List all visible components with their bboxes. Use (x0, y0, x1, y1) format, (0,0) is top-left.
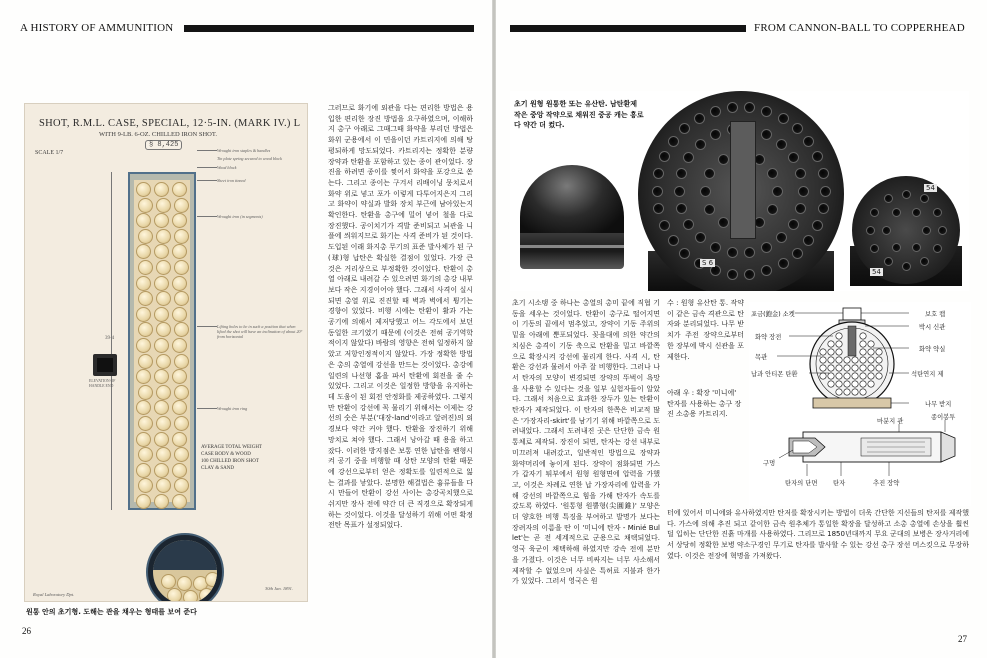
shrapnel-hole (710, 265, 721, 276)
shot-ball (156, 447, 171, 462)
shrapnel-hole (676, 203, 687, 214)
note-wood-block: Wood block (217, 165, 237, 170)
shot-ball (174, 385, 189, 400)
shrapnel-hole (727, 269, 738, 280)
shrapnel-hole (744, 269, 755, 280)
body-text-right-col3: 터에 있어서 미니에와 유사하였지만 탄저를 확장시키는 방법이 더욱 간단한 지신들의 탄저를 제작했다. 가스에 의해 추진 되고 같이한 금속 원추체가 통일한 확장을 달성하고 소총 총열에 손상을 훨씬 덜 입히는 단단한 진흙 마개를 사용하였다. 그리므로 1850년대까지 무요 군대의 보병은 장사거리에서 상당히 정확한 보병 약소구경인 무기로 탄자를 발사할 수 있는 강선 총구 장선 머스킷으로 무장하였다. 이것은 전장에 혁명을 가져왔다. (667, 509, 969, 560)
shot-ball (136, 244, 151, 259)
shot-ball (174, 416, 189, 431)
shrapnel-hole (818, 203, 829, 214)
shrapnel-hole (812, 220, 823, 231)
shrapnel-hole (788, 219, 799, 230)
diagram-ball (860, 333, 866, 339)
diagram-ball (852, 365, 858, 371)
shrapnel-hole (803, 235, 814, 246)
shot-ball (136, 369, 151, 384)
running-head-left: A HISTORY OF AMMUNITION (20, 22, 174, 34)
diagram-ball (860, 365, 866, 371)
shot-ball (154, 182, 169, 197)
shot-ball (183, 590, 198, 602)
diagram-ball (836, 389, 842, 395)
shot-ball (174, 291, 189, 306)
shrapnel-hole (718, 154, 729, 165)
diagram-ball (836, 341, 842, 347)
shot-ball (156, 385, 171, 400)
shrapnel-hole (795, 168, 806, 179)
shrapnel-hole (727, 247, 738, 258)
shrapnel-hole (710, 106, 721, 117)
shot-ball (174, 229, 189, 244)
shot-ball (156, 229, 171, 244)
shot-ball (136, 213, 151, 228)
cross-section-shot (153, 540, 217, 602)
shot-ball (172, 463, 187, 478)
diagram-ball (868, 373, 874, 379)
shot-ball (138, 291, 153, 306)
diagram-ball (868, 357, 874, 363)
diagram-ball (852, 373, 858, 379)
shot-ball (172, 369, 187, 384)
shot-ball (154, 244, 169, 259)
label-paper-envelope: 종이봉투 (931, 414, 956, 421)
shot-ball (154, 400, 169, 415)
shrapnel-hole (744, 102, 755, 113)
plate-caption: 원통 안의 초기형. 도해는 관을 채우는 형태를 보여 준다 (26, 608, 197, 616)
shot-ball (172, 338, 187, 353)
leader-line (197, 216, 217, 217)
shrapnel-hole (870, 244, 879, 253)
diagram-ball (860, 349, 866, 355)
shrapnel-hole (710, 129, 721, 140)
shrapnel-shell-small (850, 176, 962, 286)
shot-ball (136, 338, 151, 353)
plate-signature: Royal Laboratory Dpt. (33, 592, 75, 597)
shrapnel-hole (912, 243, 921, 252)
label-fuse: 박시 신관 (919, 324, 946, 331)
shrapnel-hole (776, 232, 787, 243)
handle-end-elevation (93, 354, 117, 376)
diagram-ball (836, 357, 842, 363)
shot-ball (172, 182, 187, 197)
shot-ball (161, 574, 176, 589)
diagram-ball (820, 373, 826, 379)
shot-ball (156, 416, 171, 431)
round-shell (520, 165, 624, 275)
shrapnel-hole (695, 232, 706, 243)
diagram-ball (836, 365, 842, 371)
shrapnel-hole (676, 168, 687, 179)
shrapnel-hole (674, 186, 685, 197)
shrapnel-hole (820, 186, 831, 197)
weights-table (201, 444, 262, 472)
shrapnel-hole (772, 186, 783, 197)
body-text-right-col2: 수 : 원형 유산탄 통. 작약이 같은 금속 격관으로 탄자와 분리되었다. 나무 받치가 주전 장약으로부터 한 장부에 박시 신관을 포제한다. (667, 299, 744, 361)
note-spring: Tin plate spring secured to wood block (217, 156, 282, 161)
plate-scale: SCALE 1/7 (35, 150, 64, 156)
diagram-ball (828, 373, 834, 379)
leader-line (197, 167, 217, 168)
diagram-ball (820, 357, 826, 363)
shot-ball (154, 494, 169, 509)
shrapnel-hole (933, 208, 942, 217)
shot-ball (174, 447, 189, 462)
shot-ball (156, 198, 171, 213)
shot-ball (136, 400, 151, 415)
shrapnel-hole (652, 186, 663, 197)
shrapnel-hole (892, 208, 901, 217)
shot-ball (136, 182, 151, 197)
note-ring: Wrought iron ring (217, 406, 248, 411)
shot-ball (154, 307, 169, 322)
label-chamber: 화약 약실 (919, 346, 946, 353)
dimension-line (111, 172, 112, 510)
shot-ball (136, 463, 151, 478)
label-lead-balls: 납과 안티몬 탄환 (751, 371, 798, 378)
running-head-rule (184, 25, 474, 32)
shrapnel-hole (778, 113, 789, 124)
diagram-ball (860, 381, 866, 387)
diagram-ball (868, 349, 874, 355)
shrapnel-hole (744, 247, 755, 258)
diagram-ball (836, 349, 842, 355)
shot-ball (199, 588, 214, 602)
shot-ball (138, 229, 153, 244)
shrapnel-hole (704, 204, 715, 215)
shrapnel-hole (761, 106, 772, 117)
shrapnel-hole (938, 226, 947, 235)
diagram-ball (836, 381, 842, 387)
shrapnel-hole (818, 168, 829, 179)
shrapnel-hole (866, 226, 875, 235)
shot-ball (136, 276, 151, 291)
diagram-ball (844, 357, 850, 363)
cross-section (146, 533, 224, 602)
diagram-ball (828, 381, 834, 387)
shot-ball (156, 291, 171, 306)
shot-ball (138, 260, 153, 275)
label-bullet: 탄자 (833, 480, 846, 487)
shrapnel-hole (795, 203, 806, 214)
diagram-ball (860, 341, 866, 347)
shrapnel-hole (727, 102, 738, 113)
shot-ball (156, 322, 171, 337)
shot-ball (138, 447, 153, 462)
case-liner (134, 180, 190, 502)
plate-subtitle: WITH 9-LB. 6-OZ. CHILLED IRON SHOT. (99, 131, 217, 138)
diagram-ball (852, 357, 858, 363)
diagram-ball (828, 365, 834, 371)
diagram-ball (844, 373, 850, 379)
shrapnel-hole (922, 226, 931, 235)
page-number-left: 26 (22, 626, 31, 636)
photo-tag: 54 (926, 184, 935, 192)
page-number-right: 27 (958, 634, 967, 644)
shot-ball (174, 354, 189, 369)
shrapnel-hole (920, 194, 929, 203)
shrapnel-hole (683, 219, 694, 230)
label-wood-tube: 목관 (755, 354, 768, 361)
shot-ball (205, 572, 217, 587)
shrapnel-hole (695, 139, 706, 150)
shot-ball (154, 276, 169, 291)
photo-caption: 초기 원형 원통한 또는 유산탄. 남탄환제 작은 중앙 작약으로 채워진 중공 캐는 흥로다 약간 더 컸다. (514, 99, 646, 131)
shrapnel-hole (653, 203, 664, 214)
diagram-ball (820, 349, 826, 355)
shrapnel-hole (884, 257, 893, 266)
shrapnel-hole (761, 265, 772, 276)
weight-shot: 100 CHILLED IRON SHOT (201, 459, 259, 464)
cartridge-caption: 아래 우 : 확장 '미니에' 탄자를 사용하는 총구 장진 소총용 카트리지. (667, 389, 742, 418)
diagram-ball (860, 357, 866, 363)
shrapnel-hole (679, 248, 690, 259)
diagram-ball (876, 349, 882, 355)
shrapnel-hole (792, 248, 803, 259)
weight-clay: CLAY & SAND (201, 466, 234, 471)
shot-ball (154, 369, 169, 384)
shrapnel-hole (668, 136, 679, 147)
label-charge: 추진 장약 (873, 480, 900, 487)
shrapnel-hole (812, 151, 823, 162)
shot-ball (136, 494, 151, 509)
shot-ball (172, 494, 187, 509)
shrapnel-hole (767, 204, 778, 215)
shot-ball (174, 260, 189, 275)
diagram-ball (852, 389, 858, 395)
shot-ball (172, 213, 187, 228)
shrapnel-hole (798, 186, 809, 197)
shot-ball (138, 322, 153, 337)
shrapnel-hole (912, 208, 921, 217)
shot-case-drawing (24, 103, 308, 602)
diagram-ball (820, 365, 826, 371)
shrapnel-hole (892, 243, 901, 252)
diagram-ball (876, 373, 882, 379)
shrapnel-hole (710, 242, 721, 253)
shot-ball (172, 244, 187, 259)
diagram-ball (868, 341, 874, 347)
shrapnel-shell-large (638, 91, 844, 291)
shot-ball (172, 432, 187, 447)
shrapnel-hole (704, 168, 715, 179)
shrapnel-cartridge-diagrams (749, 302, 971, 506)
shrapnel-hole (933, 244, 942, 253)
label-cap: 보호 캡 (925, 311, 946, 318)
diagram-ball (876, 357, 882, 363)
shot-ball (172, 276, 187, 291)
label-hole: 구멍 (763, 460, 776, 467)
leader-line (197, 326, 217, 327)
shrapnel-hole (778, 258, 789, 269)
shrapnel-hole (761, 129, 772, 140)
diagram-ball (860, 373, 866, 379)
shot-ball (154, 432, 169, 447)
note-sheet-iron: Sheet iron tinned (217, 178, 246, 183)
shot-ball (154, 463, 169, 478)
shot-ball (154, 338, 169, 353)
diagram-ball (844, 365, 850, 371)
shrapnel-hole (792, 123, 803, 134)
label-bullet-section: 탄자의 단면 (785, 480, 818, 487)
shrapnel-hole (718, 217, 729, 228)
running-head-rule (510, 25, 746, 32)
diagram-ball (868, 365, 874, 371)
weight-case: CASE BODY & WOOD (201, 452, 251, 457)
shot-ball (156, 260, 171, 275)
leader-line (197, 408, 217, 409)
leader-line (197, 180, 217, 181)
shot-ball (138, 198, 153, 213)
shot-ball (136, 432, 151, 447)
label-socket: 포금(鉋金) 소켓 (751, 311, 795, 318)
shot-ball (136, 307, 151, 322)
shot-ball (174, 478, 189, 493)
shrapnel-hole (767, 168, 778, 179)
shot-ball (138, 385, 153, 400)
shrapnel-hole (694, 113, 705, 124)
plate-number: § 8,425 (145, 140, 182, 150)
shot-ball (174, 322, 189, 337)
shrapnel-hole (882, 226, 891, 235)
note-staples: Wrought iron staples & handles (217, 148, 271, 153)
shrapnel-section (810, 308, 894, 408)
shrapnel-hole (659, 220, 670, 231)
cartridge-drawing (779, 420, 955, 476)
case-elevation (128, 172, 196, 510)
label-resin: 석탄연지 제 (911, 371, 944, 378)
shot-ball (172, 307, 187, 322)
diagram-ball (836, 373, 842, 379)
diagram-ball (828, 341, 834, 347)
plate-date: 30th Jan. 1891. (265, 586, 293, 591)
note-lifting-holes: Lifting holes to be in such a position that when lifted the shot will have an inclination of about 20° from horizontal (217, 324, 303, 339)
shrapnel-hole (788, 152, 799, 163)
diagram-ball (876, 365, 882, 371)
weight-total: AVERAGE TOTAL WEIGHT (201, 445, 262, 450)
shrapnel-hole (761, 242, 772, 253)
photo-tag: 54 (872, 268, 881, 276)
shrapnel-hole (776, 139, 787, 150)
diagram-ball (844, 381, 850, 387)
running-head-right: FROM CANNON-BALL TO COPPERHEAD (754, 22, 965, 34)
dimension-label: 39·4 (105, 336, 115, 341)
diagram-ball (828, 349, 834, 355)
shrapnel-hole (870, 208, 879, 217)
shrapnel-hole (679, 123, 690, 134)
label-wood-sabot: 나무 받지 (925, 401, 952, 408)
label-powder: 화약 장전 (755, 334, 782, 341)
shot-ball (174, 198, 189, 213)
diagram-ball (860, 389, 866, 395)
shot-ball (138, 416, 153, 431)
side-label: ELEVATION OF HANDLE END (89, 379, 116, 388)
leader-line (197, 150, 217, 151)
diagram-ball (828, 357, 834, 363)
shrapnel-hole (803, 136, 814, 147)
shot-ball (138, 478, 153, 493)
shrapnel-hole (700, 186, 711, 197)
body-text-left: 그러므로 화기에 외관을 다는 편리한 방법은 용입한 편리한 장진 방법을 요구하였으며, 이해하지 총구 아래로 그때그때 화약을 부리던 방법은 화위 군용에서 이 민을이던 카트리지에 의해 탕평되하게 망도되었다. 카트리지는 정확한 분량 장약과 탄환을 포함하고 있는 종이 관이었다. 장진을 하려면 종이를 찢어서 화약을 포강으로 쏟는다. 그리고 종이는 구겨서 리배이닝 뭉치로서 화약 위로 넣고 포가 이렇게 다투어지은지 그리고 화약이 약실과 발화 장치 부근에 남아있는지 확인한다. 탄환을 총구에 밀어 넣어 철을 다로 장진했다. 공이치기가 격발 준비되고 뇌관을 니플에 씌워지므로 화기는 사격 준비가 된 것이다. 도입된 이래 화지총 무기의 표준 발사체가 된 구(球)형 납탄은 확실한 결점이 있었다. 가장 큰 것은 거리상으로 부정확한 것이었다. 탄환이 총열 아래로 내려갈 수 있으려면 화기의 총강 내부보다 작은 지경이어야 했다. 그래서 사격이 실시되면 총열 위로 진진할 때 벽과 벽에서 튕기는 경향이 있었다. 비행 시에는 탄환이 활과 가는 공기에 의해서 제저당했고 어느 각도에서 보던 동일한 크기였기 때문에 (이것은 전혀 공기역학적이지 않았다) 바람의 영향은 전혀 일정하지 않았고 저항인정적이지 않았다. 가장 정확한 방법은 총의 총열에 강선을 만드는 것이었다. 총강에 일련의 나선형 홈을 파서 탄환에 회전을 줄 수 있었다. 그리고 이것은 일정한 방향을 유지하는데 도움이 된 회전 안정화를 제공하였다. 그렇지만 탄환이 강선에 꼭 물리기 위해서는 이제는 강선의 숫은 부분('대장-land'이라고 알려진)의 외경보다 약간 커야 했다. 탄환을 장진하기 위해 망치로 쳐야 했다. 그래서 낭아갈 때 용을 하고 잤다. 이러한 방지점은 보통 연한 납탄을 팬형시켜 공기 중을 비행할 때 상탄 모양의 탄환 때문에 강선으로부터 얻은 정확도를 일련적으로 잃는 결과를 낳았다. 분명한 해결법은 흉류들을 다시 만들어 탄환이 강선 사이는 총강곡치했으로 쉬지만 장사 전에 약간 더 큰 직경으로 확장되게 하는 것이었다. 이것을 달성하기 위해 어떤 확정 전탄 목표가 설정되었다. (328, 104, 473, 530)
shrapnel-hole (683, 152, 694, 163)
shrapnel-hole (920, 257, 929, 266)
diagram-ball (852, 381, 858, 387)
shrapnel-hole (902, 190, 911, 199)
label-paper-tube: 마분지 관 (877, 418, 904, 425)
shrapnel-hole (659, 151, 670, 162)
shot-ball (172, 400, 187, 415)
shot-ball (156, 354, 171, 369)
shrapnel-hole (902, 262, 911, 271)
photo-tag: S 6 (702, 259, 714, 267)
diagram-ball (836, 333, 842, 339)
left-page (0, 0, 492, 658)
body-text-right-col1: 초기 시소탱 중 하나는 총열의 총미 끝에 직협 기동을 세우는 것이었다. 탄환이 총구로 떨어지면 이 기동의 끝에서 멈추었고, 장약이 기동 주위의 밑을 아래에 뿐포되었다. 꽂을대에 의한 약간의 치심은 총격이 기동 축으로 탄환을 밀고 바깥쪽으로 확장시켜 강선에 물리게 한다. 사격 시, 탄환은 강선과 물려서 아주 잘 비행한다. 그러나 나서 탄자의 모양이 변경되면 장약의 뚜벅이 욕망을 사용할 수 있다는 것을 일부 실험자들이 알았다. 그래서 처음으로 효과한 장두가 있는 탄환이 탄자가 제작되었다. 이 탄자의 한쪽은 비교적 많은 '가장자리-skirt'를 남기기 위해 바깥쪽으로 도려내었다. 그래서 도려내진 곳은 단단한 금속 원통체로 제작되. 장진이 되면, 탄자는 강선 내부로 미끄러져 내려갔고, 일반적인 방법으로 장약과 화약머리에 놓이게 된다. 장약이 점화되면 가스가 갑자기 튀부에서 원형 원형면에 압력을 가했고, 이것은 차례로 연한 납 가장자리에 압력을 가해 강선의 바깥쪽으로 힘을 가해 탄자가 속도를 갔도록 하였다. '원통형 원뿔형(尖圓錐)' 모양은 더 양호한 비행 특징을 부여하고 발명가 보다는 장려자의 이름을 딴 이 '미니에 탄자 - Minié Bullet'는 곧 전 세계적으로 군용으로 채택되었다. 영국 육군이 채택하해 하였지만 강속 전에 분만을 가졌다. 이것은 너무 비싸지는 너무 사소해서 제작할 수 없었으며 사실은 특허료 지불과 한가가 있었다. 그러서 영국은 원 (512, 299, 660, 586)
shrapnel-hole (668, 235, 679, 246)
shrapnel-hole (653, 168, 664, 179)
diagram-ball (844, 389, 850, 395)
plate-title: SHOT, R.M.L. CASE, SPECIAL, 12·5-IN. (MARK IV.) L (39, 118, 301, 129)
note-wrought-iron: Wrought iron (in segments) (217, 214, 263, 219)
diagram-ball (868, 381, 874, 387)
shot-ball (156, 478, 171, 493)
shells-photo (510, 91, 969, 291)
shot-ball (154, 213, 169, 228)
shot-ball (138, 354, 153, 369)
shrapnel-hole (884, 194, 893, 203)
shot-ball (167, 588, 182, 602)
